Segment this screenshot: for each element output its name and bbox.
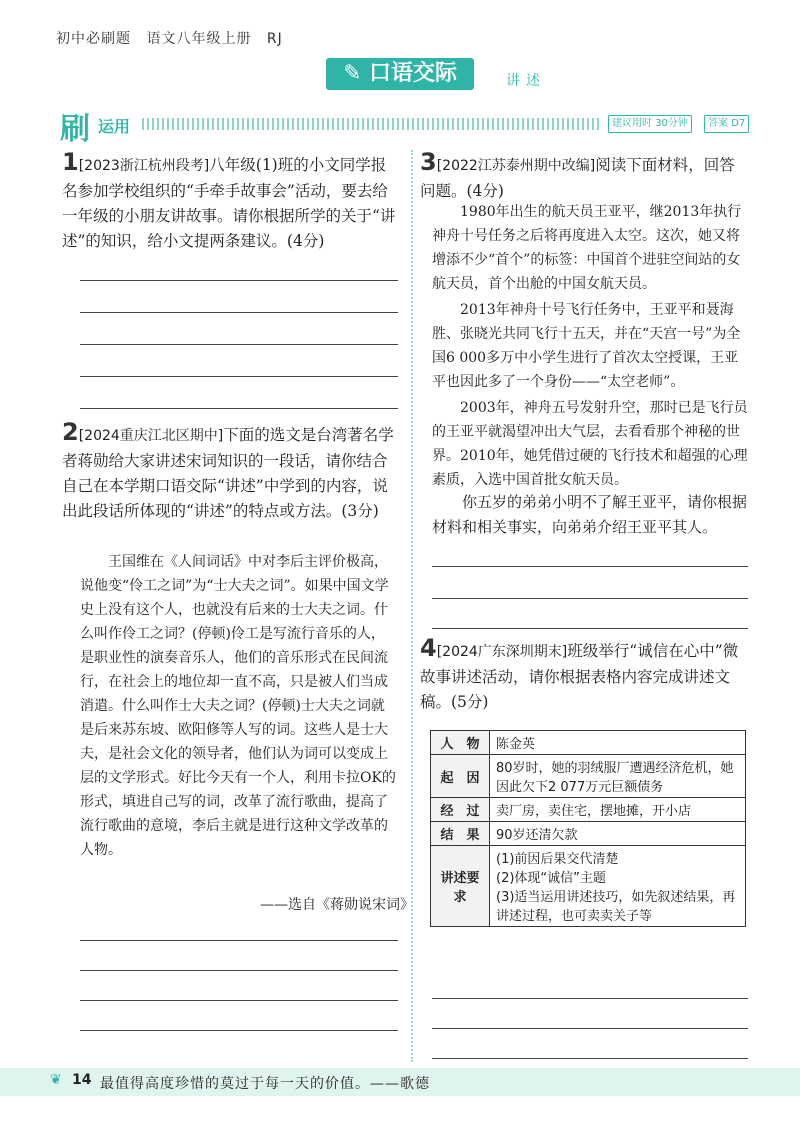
leaf-icon: ❦ (50, 1072, 62, 1088)
material-paragraph-2: 2013年神舟十号飞行任务中，王亚平和聂海胜、张晓光共同飞行十五天，并在“天宫一号”为全国6 000多万中小学生进行了首次太空授课，王亚平也因此多了一个身份——“太空老师”。 (432, 302, 741, 390)
answer-line[interactable] (80, 408, 398, 409)
table-header-cell: 人 物 (431, 731, 490, 755)
answer-line[interactable] (80, 312, 398, 313)
question-4 (420, 636, 748, 715)
question-number: 4 (420, 634, 437, 662)
question-2 (62, 420, 398, 524)
question-source: [2023浙江杭州段考] (78, 158, 210, 174)
answer-line[interactable] (80, 940, 398, 941)
book-title: 初中必刷题 (56, 31, 131, 47)
subject-title: 语文八年级上册 (146, 31, 252, 47)
question-3 (420, 150, 748, 204)
table-cell: 80岁时，她的羽绒服厂遭遇经济危机，她因此欠下2 077万元巨额债务 (490, 755, 746, 798)
footer-quote: 最值得高度珍惜的莫过于每一天的价值。——歌德 (100, 1076, 430, 1092)
table-row (431, 846, 746, 927)
table-header-cell: 经 过 (431, 798, 490, 822)
table-row (431, 798, 746, 822)
question-text: 下面的选文是台湾著名学者蒋勋给大家讲述宋词知识的一段话，请你结合自己在本学期口语交际“讲述”中学到的内容，说出此段话所体现的“讲述”的特点或方法。(3分) (62, 426, 394, 520)
question-text: 八年级(1)班的小文同学报名参加学校组织的“手牵手故事会”活动，要去给一年级的小朋友讲故事。请你根据所学的关于“讲述”的知识，给小文提两条建议。(4分) (62, 156, 396, 250)
answer-line[interactable] (80, 1000, 398, 1001)
running-header (56, 28, 293, 48)
table-row (431, 755, 746, 798)
question-number: 1 (62, 148, 79, 176)
requirement-item: (1)前因后果交代清楚 (496, 852, 619, 867)
story-table (430, 730, 746, 927)
banner-shua: 刷 (60, 112, 90, 147)
table-cell: 陈金英 (490, 731, 746, 755)
table-row (431, 731, 746, 755)
table-header-cell: 讲述要求 (431, 846, 490, 927)
question-source: [2024重庆江北区期中] (78, 428, 224, 444)
answer-line[interactable] (80, 970, 398, 971)
banner-label: 运用 (98, 117, 131, 136)
decorative-stripe (142, 118, 602, 130)
answer-line[interactable] (80, 1030, 398, 1031)
requirement-item: (2)体现“诚信”主题 (496, 871, 606, 886)
question-number: 3 (420, 148, 437, 176)
table-row (431, 822, 746, 846)
question-number: 2 (62, 418, 79, 446)
table-header-cell: 结 果 (431, 822, 490, 846)
answer-line[interactable] (80, 280, 398, 281)
page-number: 14 (72, 1072, 92, 1088)
table-cell: 90岁还清欠款 (490, 822, 746, 846)
pencil-icon: ✎ (342, 61, 362, 86)
question-ask: 你五岁的弟弟小明不了解王亚平，请你根据材料和相关事实，向弟弟介绍王亚平其人。 (432, 493, 748, 536)
answer-line[interactable] (432, 1058, 748, 1059)
answer-line[interactable] (432, 998, 748, 999)
question-source: [2024广东深圳期末] (436, 644, 568, 660)
question-text: 班级举行“诚信在心中”微故事讲述活动，请你根据表格内容完成讲述文稿。(5分) (420, 642, 739, 711)
passage-citation: ——选自《蒋勋说宋词》 (260, 897, 414, 913)
question-1 (62, 150, 398, 254)
question-source: [2022江苏泰州期中改编] (436, 158, 596, 174)
answer-tag: 答案 D7 (704, 115, 749, 133)
table-header-cell: 起 因 (431, 755, 490, 798)
requirement-item: (3)适当运用讲述技巧，如先叙述结果，再讲述过程，也可卖卖关子等 (496, 890, 736, 924)
edition-label: RJ (266, 31, 283, 47)
answer-line[interactable] (80, 344, 398, 345)
answer-line[interactable] (432, 598, 748, 599)
section-title: ✎ 口语交际 (326, 58, 474, 90)
table-cell: 卖厂房，卖住宅，摆地摊，开小店 (490, 798, 746, 822)
passage: 王国维在《人间词话》中对李后主评价极高，说他变“伶工之词”为“士大夫之词”。如果中国文学史上没有这个人，也就没有后来的士大夫之词。什么叫作伶工之词？(停顿)伶工是写流行音乐的人，是职业性的演奏音乐人，他们的音乐形式在民间流行，在社会上的地位却一直不高，只是被人们当成消遣。什么叫作士大夫之词？(停顿)士大夫之词就是后来苏东坡、欧阳修等人写的词。这些人是士大夫，是社会文化的领导者，他们认为词可以变成上层的文学形式。好比今天有一个人，利用卡拉OK的形式，填进自己写的词，改革了流行歌曲，提高了流行歌曲的意境，李后主就是进行这种文学改革的人物。 (80, 554, 396, 858)
column-divider (411, 150, 413, 1062)
table-cell (490, 846, 746, 927)
time-tag: 建议用时 30分钟 (608, 115, 692, 133)
answer-line[interactable] (80, 376, 398, 377)
answer-line[interactable] (432, 566, 748, 567)
material-paragraph-3: 2003年，神舟五号发射升空，那时已是飞行员的王亚平就渴望冲出大气层，去看看那个神秘的世界。2010年，她凭借过硬的飞行技术和超强的心理素质，入选中国首批女航天员。 (432, 400, 748, 488)
section-subtitle: 讲述 (506, 73, 546, 89)
answer-line[interactable] (432, 1028, 748, 1029)
question-text: 阅读下面材料，回答问题。(4分) (420, 156, 735, 200)
answer-line[interactable] (432, 628, 748, 629)
material-paragraph-1: 1980年出生的航天员王亚平，继2013年执行神舟十号任务之后将再度进入太空。这次，她又将增添不少“首个”的标签：中国首个进驻空间站的女航天员，首个出舱的中国女航天员。 (432, 204, 742, 292)
